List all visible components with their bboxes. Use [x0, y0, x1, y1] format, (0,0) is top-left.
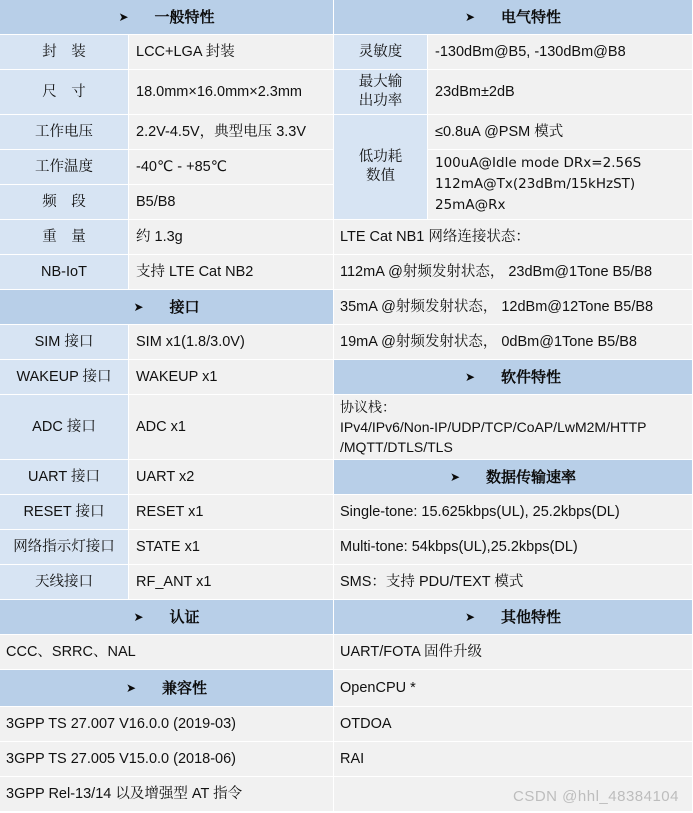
certification-header: ➤ 认证	[0, 600, 334, 635]
idle-value: 100uA@Idle mode DRx=2.56S	[435, 155, 642, 171]
opencpu-feature: OpenCPU *	[334, 670, 693, 707]
electrical-header: ➤ 电气特性	[334, 0, 693, 35]
adc-value: ADC x1	[129, 395, 334, 460]
max-power-value: 23dBm±2dB	[428, 70, 693, 115]
tx-state-1: 112mA @射频发射状态， 23dBm@1Tone B5/B8	[334, 255, 693, 290]
software-header: ➤ 软件特性	[334, 360, 693, 395]
tx-state-3: 19mA @射频发射状态， 0dBm@1Tone B5/B8	[334, 325, 693, 360]
tx-value: 112mA@Tx(23dBm/15kHzST)	[435, 176, 636, 192]
wakeup-value: WAKEUP x1	[129, 360, 334, 395]
arrow-icon: ➤	[464, 609, 476, 624]
otdoa-feature: OTDOA	[334, 707, 693, 742]
low-power-values	[428, 150, 693, 220]
rx-value: 25mA@Rx	[435, 197, 506, 213]
sms-support: SMS：支持 PDU/TEXT 模式	[334, 565, 693, 600]
uart-value: UART x2	[129, 460, 334, 495]
band-label: 频 段	[0, 185, 129, 220]
antenna-value: RF_ANT x1	[129, 565, 334, 600]
voltage-label: 工作电压	[0, 115, 129, 150]
package-label: 封 装	[0, 35, 129, 70]
multi-tone-rate: Multi-tone: 54kbps(UL),25.2kbps(DL)	[334, 530, 693, 565]
compatibility-item-1: 3GPP TS 27.007 V16.0.0 (2019-03)	[0, 707, 334, 742]
arrow-icon: ➤	[464, 9, 476, 24]
fota-feature: UART/FOTA 固件升级	[334, 635, 693, 670]
low-power-label: 低功耗 数值	[334, 115, 428, 220]
network-led-value: STATE x1	[129, 530, 334, 565]
psm-value: ≤0.8uA @PSM 模式	[428, 115, 693, 150]
reset-label: RESET 接口	[0, 495, 129, 530]
sensitivity-value: -130dBm@B5, -130dBm@B8	[428, 35, 693, 70]
uart-label: UART 接口	[0, 460, 129, 495]
wakeup-label: WAKEUP 接口	[0, 360, 129, 395]
rai-feature: RAI	[334, 742, 693, 777]
sensitivity-label: 灵敏度	[334, 35, 428, 70]
max-power-label: 最大输 出功率	[334, 70, 428, 115]
compatibility-item-2: 3GPP TS 27.005 V15.0.0 (2018-06)	[0, 742, 334, 777]
other-features-header: ➤ 其他特性	[334, 600, 693, 635]
data-rate-header: ➤ 数据传输速率	[334, 460, 693, 495]
network-led-label: 网络指示灯接口	[0, 530, 129, 565]
protocol-stack-line-1: IPv4/IPv6/Non-IP/UDP/TCP/CoAP/LwM2M/HTTP	[340, 419, 647, 435]
protocol-stack-label: 协议栈：	[340, 399, 396, 415]
nbiot-label: NB-IoT	[0, 255, 129, 290]
connection-state: LTE Cat NB1 网络连接状态：	[334, 220, 693, 255]
arrow-icon: ➤	[125, 680, 137, 695]
tx-state-2: 35mA @射频发射状态， 12dBm@12Tone B5/B8	[334, 290, 693, 325]
reset-value: RESET x1	[129, 495, 334, 530]
arrow-icon: ➤	[464, 369, 476, 384]
temperature-label: 工作温度	[0, 150, 129, 185]
weight-value: 约 1.3g	[129, 220, 334, 255]
weight-label: 重 量	[0, 220, 129, 255]
arrow-icon: ➤	[133, 299, 144, 314]
protocol-stack-line-2: /MQTT/DTLS/TLS	[340, 439, 453, 455]
size-label: 尺 寸	[0, 70, 129, 115]
protocol-stack	[334, 395, 693, 460]
temperature-value: -40℃ - +85℃	[129, 150, 334, 185]
arrow-icon: ➤	[133, 609, 144, 624]
single-tone-rate: Single-tone: 15.625kbps(UL), 25.2kbps(DL)	[334, 495, 693, 530]
antenna-label: 天线接口	[0, 565, 129, 600]
adc-label: ADC 接口	[0, 395, 129, 460]
arrow-icon: ➤	[449, 469, 461, 484]
sim-value: SIM x1(1.8/3.0V)	[129, 325, 334, 360]
band-value: B5/B8	[129, 185, 334, 220]
nbiot-value: 支持 LTE Cat NB2	[129, 255, 334, 290]
certification-value: CCC、SRRC、NAL	[0, 635, 334, 670]
package-value: LCC+LGA 封装	[129, 35, 334, 70]
sim-label: SIM 接口	[0, 325, 129, 360]
interface-header: ➤ 接口	[0, 290, 334, 325]
compatibility-item-3: 3GPP Rel-13/14 以及增强型 AT 指令	[0, 777, 334, 812]
compatibility-header: ➤ 兼容性	[0, 670, 334, 707]
voltage-value: 2.2V-4.5V，典型电压 3.3V	[129, 115, 334, 150]
general-features-header: ➤ 一般特性	[0, 0, 334, 35]
size-value: 18.0mm×16.0mm×2.3mm	[129, 70, 334, 115]
arrow-icon: ➤	[118, 9, 129, 24]
watermark: CSDN @hhl_48384104	[513, 788, 679, 805]
